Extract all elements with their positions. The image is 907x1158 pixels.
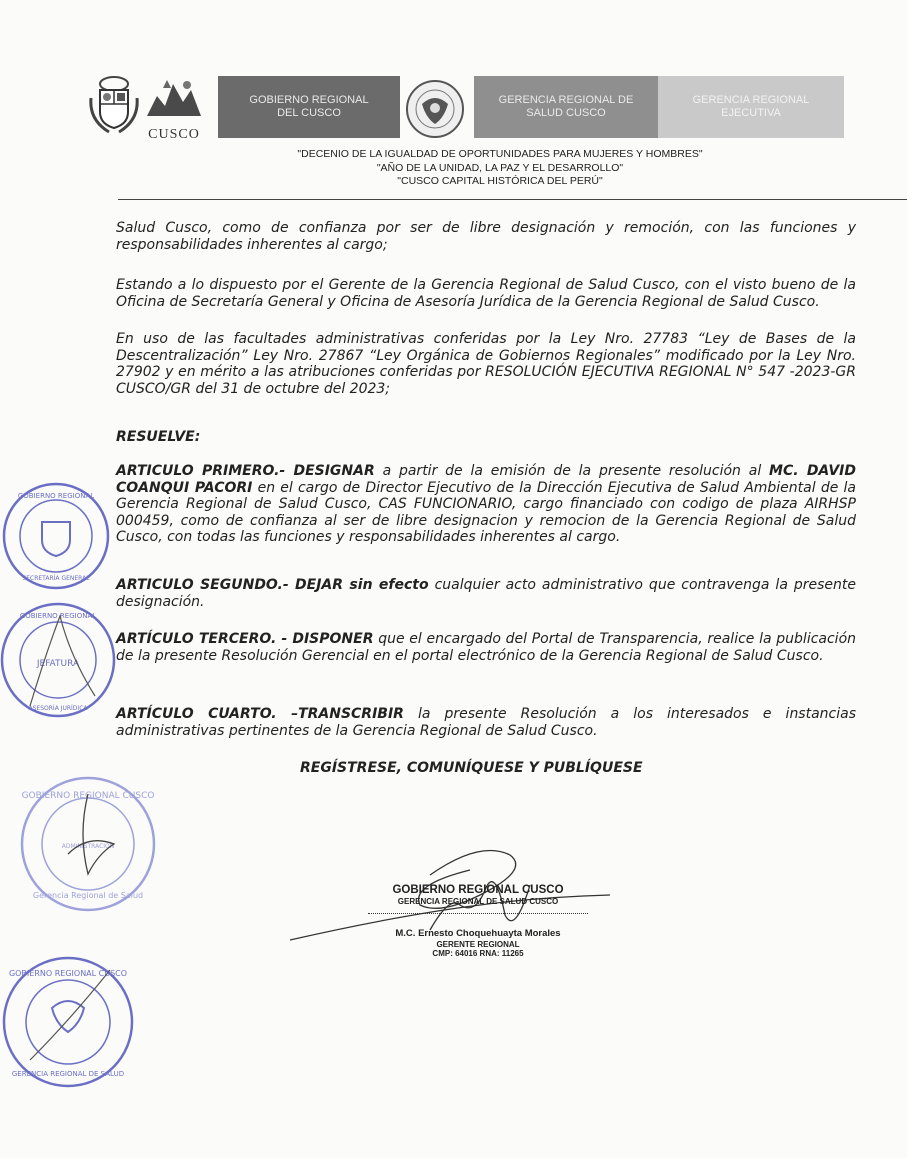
header-bar-gobierno — [218, 76, 400, 138]
designee-name: MC. DAVID COANQUI PACORI — [116, 463, 856, 496]
signature-block — [368, 884, 588, 958]
svg-text:ADMINISTRACIÓN: ADMINISTRACIÓN — [61, 843, 115, 850]
article-2 — [116, 577, 856, 610]
article-4-title: ARTÍCULO CUARTO. –TRANSCRIBIR — [116, 706, 404, 722]
svg-text:GOBIERNO REGIONAL CUSCO: GOBIERNO REGIONAL CUSCO — [21, 791, 155, 801]
signature-ids: CMP: 64016 RNA: 11265 — [432, 949, 524, 958]
signature-name: M.C. Ernesto Choquehuayta Morales — [395, 928, 561, 939]
article-1 — [116, 463, 856, 546]
article-1-text-b: en el cargo de Director Ejecutivo de la Dirección Ejecutiva de Salud Ambiental de la Gerencia Regional de Salud Cusco, CAS FUNCIONARIO, cargo financiado con codigo de plaza AIRHSP 000459, como de confianza al ser de libre designacion y remocion de la Gerencia Regional de Salud Cusco, con todas las funciones y responsabilidades inherentes al cargo. — [116, 479, 857, 545]
svg-text:GOBIERNO REGIONAL: GOBIERNO REGIONAL — [17, 492, 95, 500]
svg-text:GOBIERNO REGIONAL CUSCO: GOBIERNO REGIONAL CUSCO — [8, 969, 128, 978]
article-3-text: que el encargado del Portal de Transparencia, realice la publicación de la presente Resolución Gerencial en el portal electrónico de la Gerencia Regional de Salud Cusco. — [116, 631, 857, 664]
paragraph-1: Salud Cusco, como de confianza por ser de libre designación y remoción, con las funciones y responsabilidades inherentes al cargo; — [116, 220, 856, 253]
article-1-title: ARTICULO PRIMERO.- DESIGNAR — [116, 463, 375, 479]
motto-line: "AÑO DE LA UNIDAD, LA PAZ Y EL DESARROLLO" — [376, 161, 624, 174]
article-3-title: ARTÍCULO TERCERO. - DISPONER — [116, 631, 374, 647]
salud-cusco-emblem — [404, 78, 466, 140]
header-bar-ejecutiva-label: GERENCIA REGIONAL EJECUTIVA — [692, 94, 810, 119]
svg-text:ASESORÍA JURÍDICA: ASESORÍA JURÍDICA — [28, 705, 88, 712]
cusco-regional-logo — [143, 76, 205, 142]
header-bar-salud — [474, 76, 658, 138]
header-rule — [118, 199, 907, 200]
article-1-text-a: a partir de la emisión de la presente resolución al — [374, 463, 770, 479]
motto-line: "DECENIO DE LA IGUALDAD DE OPORTUNIDADES PARA MUJERES Y HOMBRES" — [297, 148, 703, 160]
header-bar-ejecutiva — [658, 76, 844, 138]
header-bar-gobierno-label: GOBIERNO REGIONAL DEL CUSCO — [249, 94, 369, 119]
peru-coat-of-arms-logo — [88, 74, 140, 136]
signature-role: GERENTE REGIONAL — [436, 940, 520, 949]
direccion-salud-stamp — [0, 950, 140, 1090]
administracion-stamp — [18, 774, 158, 914]
letterhead — [0, 0, 907, 210]
asesoria-juridica-stamp — [0, 596, 120, 724]
header-bar-salud-label: GERENCIA REGIONAL DE SALUD CUSCO — [498, 94, 634, 119]
article-4-text: la presente Resolución a los interesados e instancias administrativas pertinentes de la Gerencia Regional de Salud Cusco. — [116, 706, 857, 739]
resuelve-heading: RESUELVE: — [116, 429, 201, 445]
svg-text:GOBIERNO REGIONAL: GOBIERNO REGIONAL — [19, 612, 97, 620]
paragraph-3: En uso de las facultades administrativas conferidas por la Ley Nro. 27783 “Ley de Bases de la Descentralización” Ley Nro. 27867 “Ley Orgánica de Gobiernos Regionales” modificado por la Ley Nro. 27902 y en mérito a las atribuciones conferidas por RESOLUCIÓN EJECUTIVA REGIONAL N° 547 -2023-GR CUSCO/GR del 31 de octubre del 2023; — [116, 331, 856, 397]
signature-dept: GERENCIA REGIONAL DE SALUD CUSCO — [368, 897, 588, 914]
article-3 — [116, 631, 856, 664]
closing-formula: REGÍSTRESE, COMUNÍQUESE Y PUBLÍQUESE — [300, 760, 643, 776]
svg-text:Gerencia Regional de Salud: Gerencia Regional de Salud — [32, 891, 144, 900]
article-4 — [116, 706, 856, 739]
signature-org: GOBIERNO REGIONAL CUSCO — [392, 884, 564, 896]
svg-text:SECRETARÍA GENERAL: SECRETARÍA GENERAL — [22, 575, 90, 582]
svg-text:JEFATURA: JEFATURA — [36, 659, 80, 669]
cusco-emblem-icon — [143, 76, 205, 122]
cusco-logo-text: CUSCO — [148, 127, 200, 142]
article-2-title: ARTICULO SEGUNDO.- DEJAR sin efecto — [116, 577, 429, 593]
svg-text:GERENCIA REGIONAL DE SALUD: GERENCIA REGIONAL DE SALUD — [11, 1070, 125, 1078]
secretaria-general-stamp — [0, 480, 112, 592]
motto-line: "CUSCO CAPITAL HISTÓRICA DEL PERÚ" — [397, 175, 603, 187]
paragraph-2: Estando a lo dispuesto por el Gerente de la Gerencia Regional de Salud Cusco, con el visto bueno de la Oficina de Secretaría General y Oficina de Asesoría Jurídica de la Gerencia Regional de Salud Cusco. — [116, 277, 856, 310]
header-mottos — [220, 148, 780, 189]
article-2-text: cualquier acto administrativo que contravenga la presente designación. — [116, 577, 856, 610]
